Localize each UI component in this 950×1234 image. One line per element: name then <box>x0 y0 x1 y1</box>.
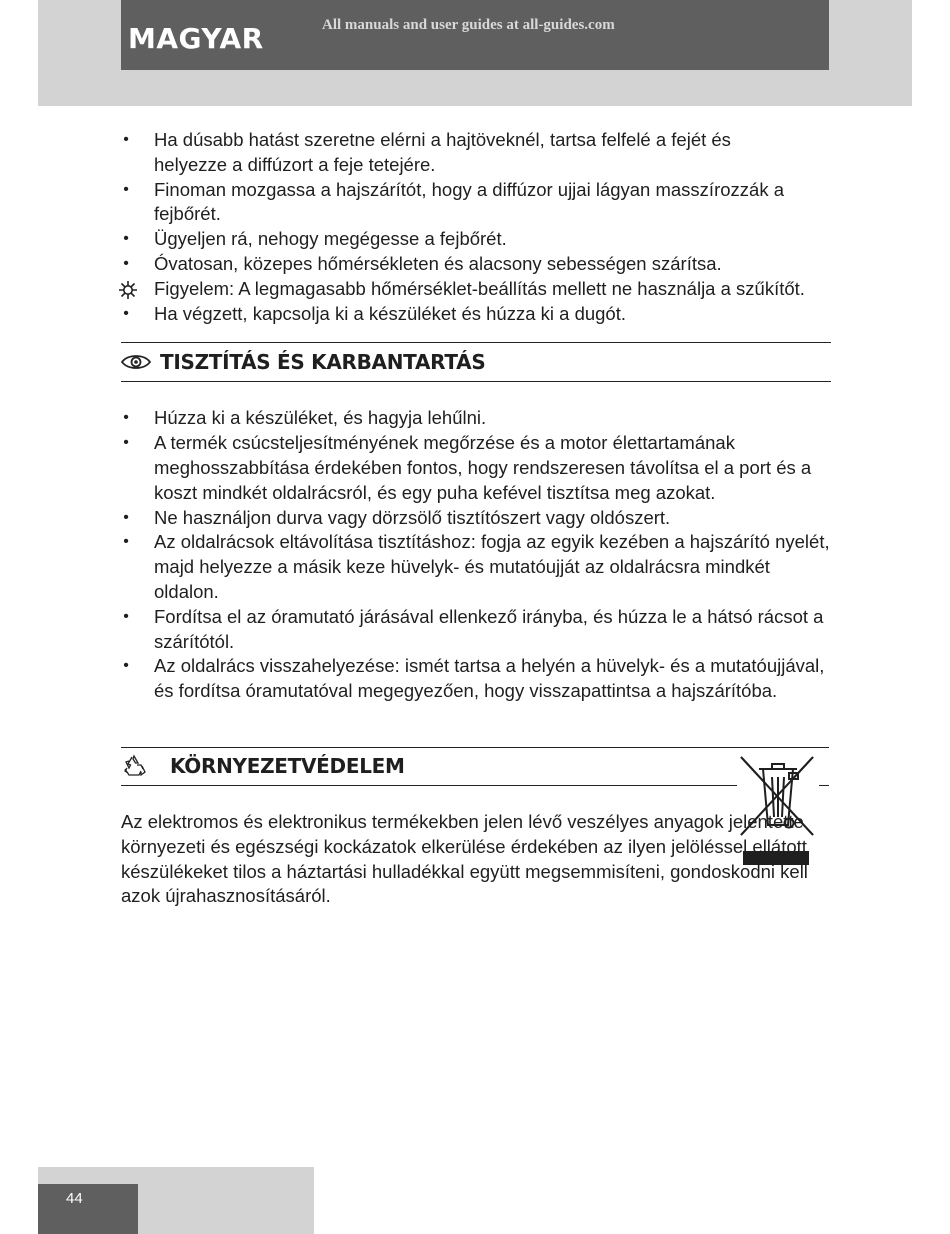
cleaning-heading <box>121 343 831 381</box>
list-item: • Az oldalrácsok eltávolítása tisztításhoz: fogja az egyik kezében a hajszárító nyelét, majd helyezze a másik keze hüvelyk- és mutatóujját az oldalrácsra mindkét oldalon. <box>121 530 831 604</box>
language-label: MAGYAR <box>128 22 264 55</box>
section-rule <box>121 785 737 786</box>
bullet-icon: • <box>123 607 129 625</box>
list-item: • A termék csúcsteljesítményének megőrzése és a motor élettartamának meghosszabbítása érdekében fontos, hogy rendszeresen távolítsa el a port és a koszt mindkét oldalrácsról, és egy puha kefével tisztítsa meg azokat. <box>121 431 831 505</box>
usage-list <box>121 128 831 326</box>
list-item: • Finoman mozgassa a hajszárítót, hogy a diffúzor ujjai lágyan masszírozzák a fejbőrét. <box>121 178 831 228</box>
list-item: • Ha dúsabb hatást szeretne elérni a hajtöveknél, tartsa felfelé a fejét és helyezze a diffúzort a feje tetejére. <box>121 128 831 178</box>
page-number: 44 <box>66 1190 83 1207</box>
bullet-icon: • <box>123 180 129 198</box>
warning-item: Figyelem: A legmagasabb hőmérséklet-beállítás mellett ne használja a szűkítőt. <box>121 277 831 302</box>
bullet-icon: • <box>123 131 129 148</box>
list-item: • Ügyeljen rá, nehogy megégesse a fejbőrét. <box>121 227 831 252</box>
section-rule <box>121 747 829 748</box>
bullet-icon: • <box>123 508 129 526</box>
list-item: • Ne használjon durva vagy dörzsölő tisztítószert vagy oldószert. <box>121 506 831 531</box>
watermark: All manuals and user guides at all-guides.com <box>322 17 615 33</box>
list-item: • Fordítsa el az óramutató járásával ellenkező irányba, és húzza le a hátsó rácsot a szárítótól. <box>121 605 831 655</box>
bullet-icon: • <box>123 304 129 322</box>
section-rule <box>819 785 829 786</box>
bullet-icon: • <box>123 533 129 551</box>
bullet-icon: • <box>123 254 129 272</box>
section-title: TISZTÍTÁS ÉS KARBANTARTÁS <box>160 350 486 375</box>
list-item: • Az oldalrács visszahelyezése: ismét tartsa a helyén a hüvelyk- és a mutatóujjával, és fordítsa óramutatóval megegyezően, hogy visszapattintsa a hajszárítóba. <box>121 654 831 704</box>
list-item: • Óvatosan, közepes hőmérsékleten és alacsony sebességen szárítsa. <box>121 252 831 277</box>
bullet-icon: • <box>123 657 129 675</box>
warning-star-icon <box>118 280 138 300</box>
bullet-icon: • <box>123 230 129 248</box>
list-item: • Ha végzett, kapcsolja ki a készüléket és húzza ki a dugót. <box>121 302 831 327</box>
recycle-icon <box>121 753 147 779</box>
list-item: • Húzza ki a készüléket, és hagyja lehűlni. <box>121 406 831 431</box>
eye-icon <box>121 353 151 371</box>
environment-section <box>121 747 831 907</box>
bullet-icon: • <box>123 409 129 427</box>
footer-box <box>38 1184 138 1234</box>
environment-heading <box>121 747 831 785</box>
environment-text: Az elektromos és elektronikus termékekben jelen lévő veszélyes anyagok jelentette környezeti és egészségi kockázatok elkerülése érdekében az ilyen jelöléssel ellátott készülékeket tilos a háztartási hulladékkal együtt megsemmisíteni, gondoskodni kell azok újrahasznosításáról. <box>121 810 808 907</box>
cleaning-list <box>121 406 831 704</box>
page-content <box>121 128 831 907</box>
bullet-icon: • <box>123 434 129 452</box>
section-title: KÖRNYEZETVÉDELEM <box>170 753 405 778</box>
